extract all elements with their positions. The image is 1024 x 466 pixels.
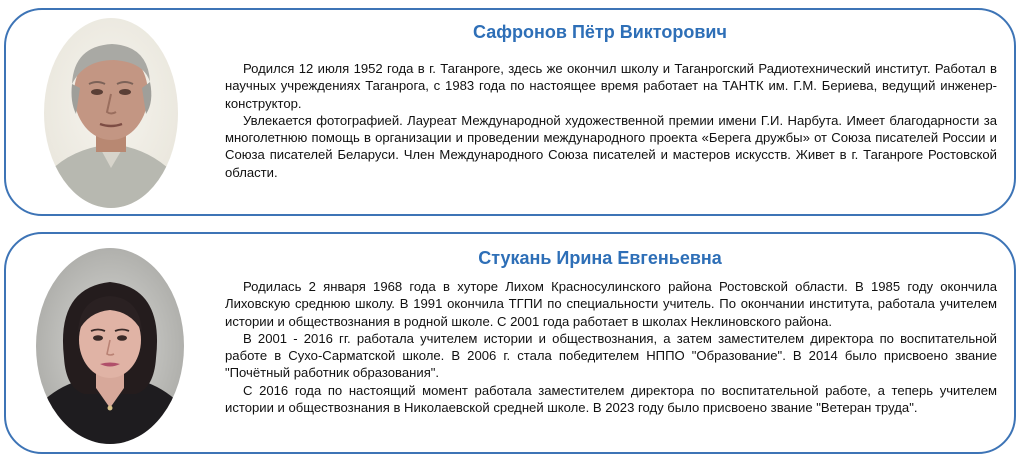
bio-paragraph: Родилась 2 января 1968 года в хуторе Лихом Красносулинского района Ростовской области. В 1985 году окончила Лиховскую среднюю школу. В 1991 окончила ТГПИ по специальности учитель. По окончании института, работала учителем истории и обществознания в родной школе. С 2001 года работает в школах Неклиновского района. [225,279,997,329]
person-card-safronov [4,8,1016,216]
person-name: Сафронов Пётр Викторович [473,22,727,42]
person-name: Стукань Ирина Евгеньевна [478,248,722,268]
bio-paragraph: В 2001 - 2016 гг. работала учителем истории и обществознания, а затем заместителем директора по воспитательной работе в Сухо-Сарматской школе. В 2006 г. стала победителем НППО "Образование". В 2014 было присвоено звание "Почётный работник образования". [225,330,997,381]
bio-paragraph: Увлекается фотографией. Лауреат Международной художественной премии имени Г.И. Нарбута. Имеет благодарности за многолетнюю помощь в организации и проведении международного проекта «Берега дружбы» от Союза писателей России и Союза писателей Беларуси. Член Международного Союза писателей и мастеров искусств. Живет в г. Таганроге Ростовской области. [225,112,997,180]
portrait-man-image [44,18,178,208]
portrait-woman-image [36,248,184,444]
bio-paragraph: Родился 12 июля 1952 года в г. Таганроге, здесь же окончил школу и Таганрогский Радиотехнический институт. Работал в научных учреждениях Таганрога, с 1983 года по настоящее время работает на ТАНТК им. Г.М. Бериева, ведущий инженер-конструктор. [225,61,997,111]
person-bio [225,278,997,416]
bio-paragraph: С 2016 года по настоящий момент работала заместителем директора по воспитательной работе, а теперь учителем истории и обществознания в Николаевской средней школе. В 2023 году было присвоено звание "Ветеран труда". [225,382,997,416]
portrait-photo [44,18,178,208]
person-card-stukan [4,232,1016,454]
portrait-photo [36,248,184,444]
person-bio [225,60,997,181]
